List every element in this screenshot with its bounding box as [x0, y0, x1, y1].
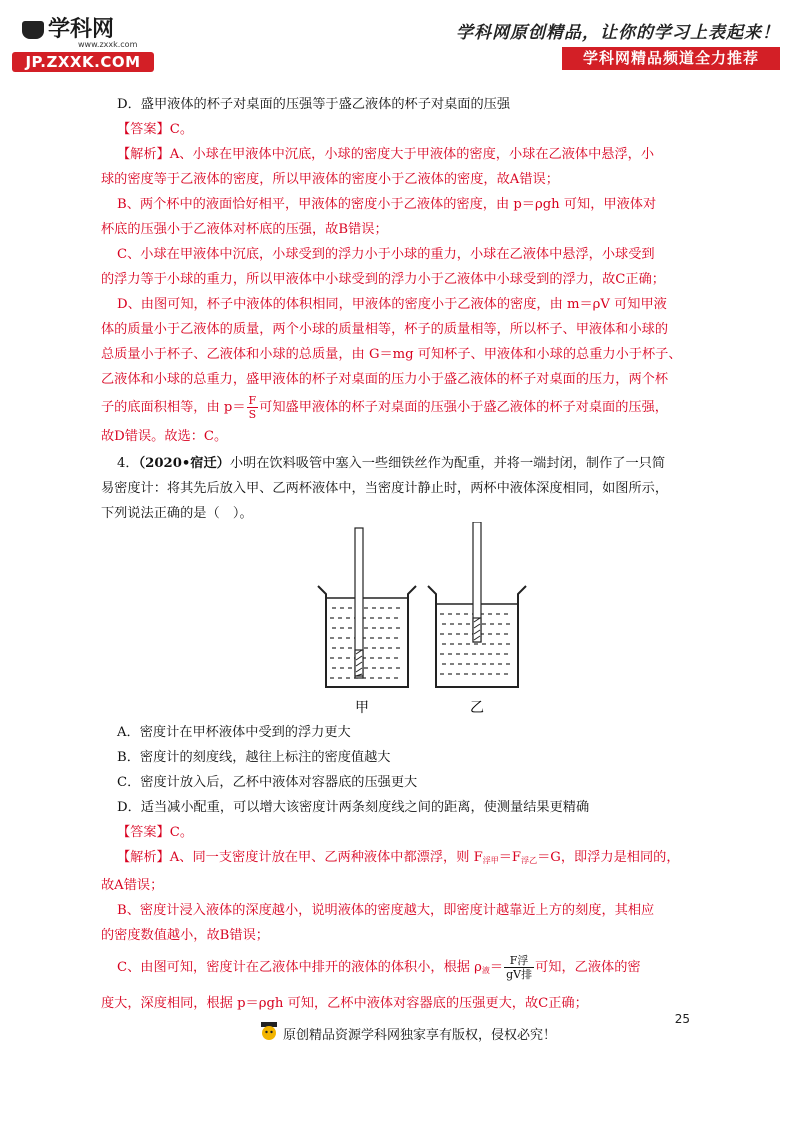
text-segment: 子的底面积相等，由 p＝ [101, 400, 246, 415]
q3-analysis-b1: B、两个杯中的液面恰好相平，甲液体的密度小于乙液体的密度，由 p＝ρgh 可知，甲液体对 [117, 197, 657, 212]
fraction-buoyancy [504, 954, 534, 981]
answer-value: C。 [169, 122, 194, 137]
label-yi: 乙 [470, 700, 484, 716]
q4-option-b: B．密度计的刻度线，越往上标注的密度值越大 [117, 750, 391, 765]
q4-option-c: C．密度计放入后，乙杯中液体对容器底的压强更大 [117, 775, 418, 790]
slogan: 学科网原创精品，让你的学习上表起来！ [456, 23, 780, 43]
mascot-icon [258, 1020, 280, 1044]
page-number: 25 [674, 1012, 690, 1026]
text-segment: ＝ [489, 960, 504, 975]
logo-url-bar: JP.ZXXK.COM [12, 52, 154, 72]
beakers-figure [300, 522, 540, 722]
logo-sub: www.zxxk.com [78, 40, 138, 49]
q4-options-and-analysis [101, 720, 717, 1016]
q3-analysis-c1: C、小球在甲液体中沉底，小球受到的浮力小于小球的重力，小球在乙液体中悬浮，小球受到 [117, 247, 655, 262]
q3-analysis-d6: 故D错误。故选：C。 [101, 429, 228, 444]
q3-analysis-d5 [101, 392, 717, 424]
q3-analysis-d3: 总质量小于杯子、乙液体和小球的总质量，由 G＝mg 可知杯子、甲液体和小球的总重力小于杯子、 [101, 347, 682, 362]
text-segment: C、由图可知，密度计在乙液体中排开的液体的体积小，根据 ρ [117, 960, 482, 975]
q3-analysis-d4: 乙液体和小球的总重力，盛甲液体的杯子对桌面的压力小于盛乙液体的杯子对桌面的压力，两个杯 [101, 372, 669, 387]
q4-answer [117, 820, 717, 845]
beaker-jia [318, 528, 416, 687]
q4-stem-3: 下列说法正确的是（ ）。 [101, 506, 253, 521]
footer-copyright: 原创精品资源学科网独家享有版权，侵权必究！ [283, 1028, 557, 1043]
text-segment: ＝G，即浮力是相同的， [537, 850, 680, 865]
q3-analysis-d1: D、由图可知，杯子中液体的体积相同，甲液体的密度小于乙液体的密度，由 m＝ρV 可知甲液 [117, 297, 667, 312]
text-segment: 可知盛甲液体的杯子对桌面的压强小于盛乙液体的杯子对桌面的压强， [259, 400, 668, 415]
fraction-numerator: F浮 [504, 954, 534, 968]
q4-option-a: A．密度计在甲杯液体中受到的浮力更大 [117, 725, 351, 740]
fraction-f-over-s [247, 394, 259, 421]
subscript: 浮甲 [482, 856, 499, 865]
beaker-yi [428, 522, 526, 687]
q4-option-d: D．适当减小配重，可以增大该密度计两条刻度线之间的距离，使测量结果更精确 [117, 800, 590, 815]
subscript: 液 [481, 966, 490, 975]
q4-analysis-a2: 故A错误； [101, 878, 164, 893]
channel-banner: 学科网精品频道全力推荐 [562, 47, 780, 70]
fraction-denominator: S [248, 408, 257, 421]
q3-analysis-d2: 体的质量小于乙液体的质量，两个小球的质量相等，杯子的质量相等，所以杯子、甲液体和小球的 [101, 322, 669, 337]
site-logo [22, 12, 114, 43]
q3-answer [117, 117, 717, 142]
analysis-text: A、小球在甲液体中沉底，小球的密度大于甲液体的密度，小球在乙液体中悬浮，小 [169, 147, 655, 162]
fraction-numerator: F [248, 394, 257, 407]
q3-analysis-c2: 的浮力等于小球的重力，所以甲液体中小球受到的浮力小于乙液体中小球受到的浮力，故C正确； [101, 272, 665, 287]
text-segment: 可知，乙液体的密 [535, 960, 641, 975]
question-text: 小明在饮料吸管中塞入一些细铁丝作为配重，并将一端封闭，制作了一只简 [229, 456, 666, 471]
liquid-dashes [330, 608, 402, 678]
logo-name: 学科网 [48, 17, 115, 42]
analysis-label: 【解析】 [117, 850, 170, 865]
q4-stem-1 [117, 451, 717, 476]
graduation-cap-icon [22, 21, 44, 39]
subscript: 浮乙 [521, 856, 538, 865]
q4-analysis-c2: 度大，深度相同，根据 p＝ρgh 可知，乙杯中液体对容器底的压强更大，故C正确； [101, 996, 588, 1011]
question-source: （2020•宿迁） [138, 456, 230, 471]
q3-analysis-a1 [117, 142, 717, 167]
q3-option-d: D．盛甲液体的杯子对桌面的压强等于盛乙液体的杯子对桌面的压强 [117, 97, 511, 112]
q4-analysis-b2: 的密度数值越小，故B错误； [101, 928, 269, 943]
text-segment: A、同一支密度计放在甲、乙两种液体中都漂浮，则 F [169, 850, 483, 865]
q4-stem-2: 易密度计：将其先后放入甲、乙两杯液体中，当密度计静止时，两杯中液体深度相同，如图所示， [101, 481, 669, 496]
answer-value: C。 [169, 825, 194, 840]
page-header [0, 0, 800, 80]
q4-analysis-c1 [117, 948, 717, 991]
fraction-denominator: gV排 [506, 968, 533, 981]
analysis-label: 【解析】 [117, 147, 170, 162]
question-number: 4． [117, 456, 139, 471]
answer-label: 【答案】 [117, 122, 170, 137]
q3-analysis-b2: 杯底的压强小于乙液体对杯底的压强，故B错误； [101, 222, 388, 237]
label-jia: 甲 [355, 700, 369, 716]
q4-analysis-b1: B、密度计浸入液体的深度越小，说明液体的密度越大，即密度计越靠近上方的刻度，其相应 [117, 903, 655, 918]
q4-analysis-a1 [117, 845, 717, 873]
answer-label: 【答案】 [117, 825, 170, 840]
text-segment: ＝F [498, 850, 522, 865]
q3-analysis-a2: 球的密度等于乙液体的密度，所以甲液体的密度小于乙液体的密度，故A错误； [101, 172, 559, 187]
page-content [101, 92, 717, 526]
